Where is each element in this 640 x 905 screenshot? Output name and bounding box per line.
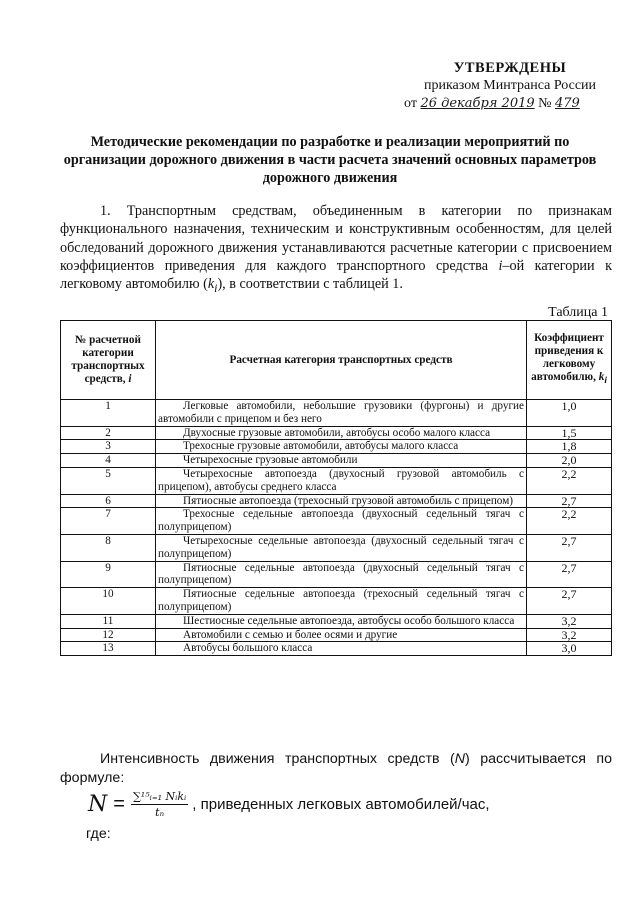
table-row bbox=[61, 454, 612, 468]
table-row bbox=[61, 440, 612, 454]
cell-category-description: Легковые автомобили, небольшие грузовики (фургоны) и другие автомобили с прицепом и без него bbox=[156, 400, 527, 427]
para-sub-i: i bbox=[214, 281, 218, 296]
cell-category-number: 9 bbox=[61, 561, 156, 588]
cell-category-number: 3 bbox=[61, 440, 156, 454]
categories-table bbox=[60, 320, 612, 656]
para-text-2: –ой категории к легковому автомобилю ( bbox=[60, 257, 612, 293]
cell-category-description: Четырехосные седельные автопоезда (двухосный седельный тягач с полуприцепом) bbox=[156, 534, 527, 561]
intensity-formula bbox=[88, 790, 490, 819]
cell-category-description: Автомобили с семью и более осями и другие bbox=[156, 628, 527, 642]
formula-lhs: N bbox=[88, 792, 108, 817]
table-row bbox=[61, 467, 612, 494]
cell-coefficient: 2,7 bbox=[527, 588, 612, 615]
cell-category-description: Пятиосные автопоезда (трехосный грузовой автомобиль с прицепом) bbox=[156, 494, 527, 508]
cell-category-number: 13 bbox=[61, 642, 156, 656]
table-row bbox=[61, 561, 612, 588]
cell-category-number: 6 bbox=[61, 494, 156, 508]
cell-category-number: 8 bbox=[61, 534, 156, 561]
cell-category-description: Пятиосные седельные автопоезда (двухосный седельный тягач с полуприцепом) bbox=[156, 561, 527, 588]
handwritten-date: 26 декабря 2019 bbox=[420, 96, 535, 111]
cell-category-number: 12 bbox=[61, 628, 156, 642]
header-category-number: № расчетной категории транспортных средств, i bbox=[61, 321, 156, 400]
header-category-name: Расчетная категория транспортных средств bbox=[156, 321, 527, 400]
cell-category-description: Четырехосные автопоезда (двухосный грузовой автомобиль с прицепом), автобусы среднего класса bbox=[156, 467, 527, 494]
table-row bbox=[61, 508, 612, 535]
table-row bbox=[61, 628, 612, 642]
number-prefix: № bbox=[538, 96, 552, 111]
approval-order: приказом Минтранса России bbox=[423, 78, 597, 93]
cell-category-description: Шестиосные седельные автопоезда, автобусы особо большого класса bbox=[156, 614, 527, 628]
para-text-1: 1. Транспортным средствам, объединенным в категории по признакам функционального назначения, техническим и конструктивным особенностям, для целей обследований дорожного движения устанавливаются расчетные категории с присвоением коэффициентов приведения для каждого транспортного средства bbox=[60, 203, 612, 274]
cell-category-description: Автобусы большого класса bbox=[156, 642, 527, 656]
formula-equals: = bbox=[113, 793, 125, 815]
cell-coefficient: 1,8 bbox=[527, 440, 612, 454]
para-text-3: ), в соответствии с таблицей 1. bbox=[217, 276, 403, 293]
approval-title: УТВЕРЖДЕНЫ bbox=[453, 60, 567, 76]
cell-category-number: 4 bbox=[61, 454, 156, 468]
table-row bbox=[61, 614, 612, 628]
cell-coefficient: 2,0 bbox=[527, 454, 612, 468]
cell-category-number: 7 bbox=[61, 508, 156, 535]
para-italic-i: i bbox=[498, 257, 503, 274]
para-italic-k: k bbox=[207, 276, 215, 293]
formula-fraction bbox=[131, 790, 188, 819]
formula-numerator: ∑¹⁵ᵢ₌₁ Nᵢkᵢ bbox=[132, 790, 187, 803]
cell-coefficient: 2,7 bbox=[527, 534, 612, 561]
approval-stamp bbox=[400, 60, 620, 112]
cell-category-description: Двухосные грузовые автомобили, автобусы особо малого класса bbox=[156, 426, 527, 440]
cell-coefficient: 2,2 bbox=[527, 467, 612, 494]
cell-category-number: 11 bbox=[61, 614, 156, 628]
formula-denominator: tₙ bbox=[155, 806, 165, 819]
cell-coefficient: 2,2 bbox=[527, 508, 612, 535]
table-row bbox=[61, 588, 612, 615]
table-header-row bbox=[61, 321, 612, 400]
table-row bbox=[61, 494, 612, 508]
cell-category-description: Трехосные грузовые автомобили, автобусы малого класса bbox=[156, 440, 527, 454]
cell-category-description: Трехосные седельные автопоезда (двухосный седельный тягач с полуприцепом) bbox=[156, 508, 527, 535]
cell-coefficient: 3,2 bbox=[527, 614, 612, 628]
cell-coefficient: 2,7 bbox=[527, 561, 612, 588]
cell-category-number: 1 bbox=[61, 400, 156, 427]
where-label: где: bbox=[86, 826, 111, 842]
table-row bbox=[61, 400, 612, 427]
cell-category-description: Четырехосные грузовые автомобили bbox=[156, 454, 527, 468]
cell-coefficient: 3,0 bbox=[527, 642, 612, 656]
cell-category-number: 10 bbox=[61, 588, 156, 615]
cell-coefficient: 1,0 bbox=[527, 400, 612, 427]
approval-dateline bbox=[400, 95, 620, 112]
table-body bbox=[61, 400, 612, 656]
table-row bbox=[61, 642, 612, 656]
cell-category-description: Пятиосные седельные автопоезда (трехосный седельный тягач с полуприцепом) bbox=[156, 588, 527, 615]
table-label: Таблица 1 bbox=[548, 305, 608, 320]
cell-category-number: 5 bbox=[61, 467, 156, 494]
table-row bbox=[61, 534, 612, 561]
intro-paragraph bbox=[60, 202, 612, 297]
table-row bbox=[61, 426, 612, 440]
date-prefix: от bbox=[404, 96, 417, 111]
cell-coefficient: 1,5 bbox=[527, 426, 612, 440]
formula-intro: Интенсивность движения транспортных средств (N) рассчитывается по формуле: bbox=[60, 751, 612, 786]
cell-coefficient: 2,7 bbox=[527, 494, 612, 508]
formula-suffix: , приведенных легковых автомобилей/час, bbox=[192, 796, 490, 813]
header-coefficient: Коэффициент приведения к легковому автомобилю, $k_i$ bbox=[527, 321, 612, 400]
document-title: Методические рекомендации по разработке и реализации мероприятий по организации дорожного движения в части расчета значений основных параметров дорожного движения bbox=[63, 134, 597, 186]
handwritten-number: 479 bbox=[555, 96, 580, 111]
cell-category-number: 2 bbox=[61, 426, 156, 440]
cell-coefficient: 3,2 bbox=[527, 628, 612, 642]
